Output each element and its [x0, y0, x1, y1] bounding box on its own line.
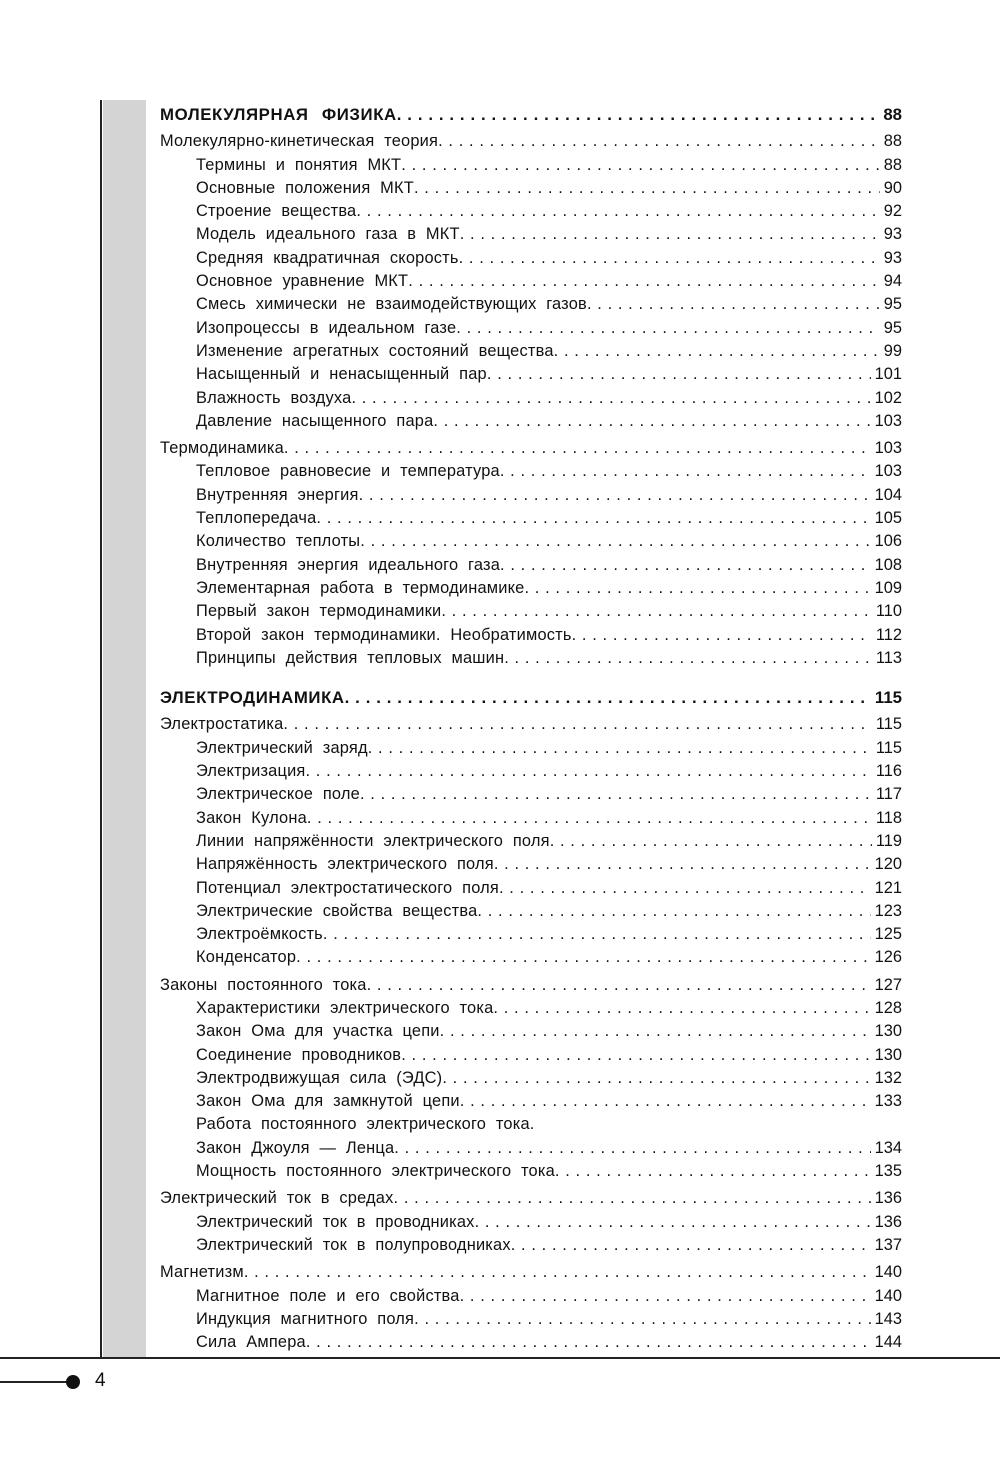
toc-entry[interactable] — [160, 270, 902, 293]
toc-entry-page: 140 — [874, 1286, 902, 1305]
dot-leader — [306, 1331, 871, 1354]
toc-entry[interactable] — [160, 1044, 902, 1067]
toc-entry-page: 130 — [874, 1022, 902, 1041]
toc-section-page: 103 — [874, 439, 902, 458]
toc-entry-page: 99 — [883, 341, 902, 360]
toc-entry-title: Электрический заряд — [196, 738, 368, 757]
toc-entry-title: Характеристики электрического тока — [196, 998, 494, 1017]
toc-entry-title: Тепловое равновесие и температура — [196, 462, 500, 481]
dot-leader — [244, 1261, 871, 1284]
toc-entry-title: Закон Джоуля — Ленца — [196, 1138, 395, 1157]
toc-part[interactable] — [160, 686, 902, 709]
dot-leader — [397, 103, 880, 126]
dot-leader — [460, 1285, 871, 1308]
dot-leader — [345, 686, 871, 709]
dot-leader — [401, 154, 879, 177]
toc-entry-title: Внутренняя энергия идеального газа — [196, 555, 501, 574]
table-of-contents — [160, 103, 902, 1354]
toc-entry-page: 133 — [874, 1092, 902, 1111]
dot-leader — [440, 1020, 871, 1043]
toc-section[interactable] — [160, 713, 902, 736]
toc-entry-page: 119 — [875, 831, 902, 850]
dot-leader — [414, 177, 880, 200]
toc-entry[interactable] — [160, 530, 902, 553]
dot-leader — [554, 340, 880, 363]
toc-entry-page: 128 — [874, 998, 902, 1017]
toc-section-title: Законы постоянного тока — [160, 975, 367, 994]
toc-section-title: Молекулярно-кинетическая теория — [160, 132, 439, 151]
toc-entry-title: Электризация — [196, 762, 306, 781]
toc-entry-page: 101 — [874, 365, 902, 384]
toc-entry-page: 137 — [874, 1235, 902, 1254]
toc-entry-page: 130 — [874, 1045, 902, 1064]
dot-leader — [408, 270, 880, 293]
margin-band — [103, 100, 146, 1358]
toc-entry[interactable] — [160, 760, 902, 783]
dot-leader — [494, 853, 871, 876]
dot-leader — [550, 830, 872, 853]
dot-leader — [367, 974, 871, 997]
toc-section-title: Магнетизм — [160, 1263, 244, 1282]
toc-entry-title: Закон Ома для участка цепи — [196, 1022, 440, 1041]
page-number: 4 — [95, 1370, 106, 1391]
margin-rule — [100, 100, 102, 1358]
toc-entry[interactable] — [160, 1211, 902, 1234]
toc-entry[interactable] — [160, 460, 902, 483]
toc-part[interactable] — [160, 103, 902, 126]
toc-entry-title: Конденсатор — [196, 948, 297, 967]
toc-entry[interactable] — [160, 177, 902, 200]
toc-entry-page: 94 — [883, 272, 902, 291]
footer-rule — [0, 1357, 1000, 1359]
dot-leader — [587, 293, 880, 316]
toc-entry-page: 102 — [874, 388, 902, 407]
toc-entry[interactable] — [160, 340, 902, 363]
toc-entry[interactable] — [160, 1137, 902, 1160]
toc-entry-title: Сила Ампера — [196, 1333, 306, 1352]
toc-entry-title: Первый закон термодинамики — [196, 602, 442, 621]
toc-entry[interactable] — [160, 223, 902, 246]
toc-entry-title: Средняя квадратичная скорость — [196, 248, 459, 267]
toc-section-page: 140 — [874, 1263, 902, 1282]
toc-entry[interactable] — [160, 1113, 902, 1136]
dot-leader — [307, 807, 872, 830]
toc-section-page: 88 — [883, 132, 902, 151]
dot-leader — [296, 946, 870, 969]
toc-entry[interactable] — [160, 647, 902, 670]
dot-leader — [316, 507, 870, 530]
dot-leader — [500, 554, 871, 577]
toc-entry[interactable] — [160, 783, 902, 806]
toc-entry[interactable] — [160, 1090, 902, 1113]
dot-leader — [401, 1044, 870, 1067]
toc-entry-title: Соединение проводников — [196, 1045, 402, 1064]
dot-leader — [433, 410, 870, 433]
toc-section[interactable] — [160, 1261, 902, 1284]
toc-entry-title: Электрическое поле — [196, 785, 360, 804]
toc-part-title: ЭЛЕКТРОДИНАМИКА — [160, 688, 345, 708]
toc-entry[interactable] — [160, 293, 902, 316]
dot-leader — [351, 387, 870, 410]
dot-leader — [438, 130, 880, 153]
toc-entry[interactable] — [160, 923, 902, 946]
dot-leader — [477, 900, 870, 923]
toc-entry-page: 143 — [874, 1309, 902, 1328]
dot-leader — [555, 1160, 871, 1183]
toc-entry-title: Теплопередача — [196, 509, 317, 528]
toc-entry[interactable] — [160, 1308, 902, 1331]
toc-entry-title: Насыщенный и ненасыщенный пар — [196, 365, 487, 384]
toc-entry-title: Влажность воздуха — [196, 388, 352, 407]
dot-leader — [356, 200, 879, 223]
toc-entry-page: 110 — [875, 602, 902, 621]
toc-entry-title: Закон Ома для замкнутой цепи — [196, 1092, 460, 1111]
toc-section-title: Электростатика — [160, 715, 284, 734]
dot-leader — [525, 577, 871, 600]
toc-entry-page: 106 — [874, 532, 902, 551]
toc-entry[interactable] — [160, 554, 902, 577]
toc-entry-page: 95 — [883, 318, 902, 337]
toc-entry-title: Работа постоянного электрического тока. — [196, 1115, 535, 1134]
toc-entry-title: Количество теплоты — [196, 532, 361, 551]
toc-entry-title: Термины и понятия МКТ — [196, 155, 402, 174]
toc-entry-page: 120 — [874, 855, 902, 874]
toc-entry[interactable] — [160, 946, 902, 969]
toc-entry[interactable] — [160, 387, 902, 410]
toc-entry-page: 92 — [883, 202, 902, 221]
dot-leader — [460, 1090, 871, 1113]
toc-entry-page: 144 — [874, 1333, 902, 1352]
toc-entry[interactable] — [160, 154, 902, 177]
dot-leader — [511, 1234, 871, 1257]
toc-section-page: 127 — [874, 975, 902, 994]
dot-leader — [572, 624, 872, 647]
toc-entry-title: Потенциал электростатического поля — [196, 878, 499, 897]
toc-entry[interactable] — [160, 317, 902, 340]
toc-entry-title: Второй закон термодинамики. Необратимость — [196, 625, 572, 644]
toc-entry-page: 90 — [883, 178, 902, 197]
toc-entry-page: 121 — [874, 878, 902, 897]
toc-entry-page: 113 — [875, 648, 902, 667]
dot-leader — [493, 997, 870, 1020]
toc-entry-page: 105 — [874, 509, 902, 528]
toc-entry-page: 93 — [883, 225, 902, 244]
toc-entry[interactable] — [160, 1285, 902, 1308]
toc-entry-title: Электроёмкость — [196, 925, 323, 944]
dot-leader — [460, 223, 880, 246]
toc-entry[interactable] — [160, 830, 902, 853]
toc-entry-title: Смесь химически не взаимодействующих газов — [196, 295, 587, 314]
spacer — [160, 670, 902, 686]
dot-leader — [359, 484, 871, 507]
dot-leader — [414, 1308, 871, 1331]
toc-entry[interactable] — [160, 577, 902, 600]
toc-entry-page: 132 — [874, 1068, 902, 1087]
toc-entry-page: 123 — [874, 901, 902, 920]
dot-leader — [475, 1211, 871, 1234]
toc-entry[interactable] — [160, 1020, 902, 1043]
dot-leader — [368, 737, 872, 760]
toc-section-page: 136 — [874, 1189, 902, 1208]
toc-entry-title: Элементарная работа в термодинамике — [196, 578, 525, 597]
dot-leader — [283, 713, 871, 736]
toc-entry[interactable] — [160, 200, 902, 223]
toc-entry[interactable] — [160, 1160, 902, 1183]
toc-entry[interactable] — [160, 247, 902, 270]
toc-entry-title: Линии напряжённости электрического поля — [196, 831, 550, 850]
toc-entry-title: Мощность постоянного электрического тока — [196, 1162, 555, 1181]
toc-entry-page: 93 — [883, 248, 902, 267]
dot-leader — [499, 877, 871, 900]
toc-entry[interactable] — [160, 737, 902, 760]
toc-entry[interactable] — [160, 507, 902, 530]
toc-entry-page: 104 — [874, 485, 902, 504]
toc-entry-page: 88 — [883, 155, 902, 174]
toc-entry-page: 126 — [874, 948, 902, 967]
dot-leader — [394, 1137, 870, 1160]
toc-section-title: Термодинамика — [160, 439, 284, 458]
toc-entry-title: Строение вещества — [196, 202, 357, 221]
dot-leader — [323, 923, 871, 946]
toc-entry-title: Напряжённость электрического поля — [196, 855, 494, 874]
dot-leader — [394, 1187, 871, 1210]
toc-entry-title: Электродвижущая сила (ЭДС) — [196, 1068, 443, 1087]
toc-section[interactable] — [160, 974, 902, 997]
toc-entry-title: Давление насыщенного пара — [196, 411, 434, 430]
toc-entry-page: 118 — [875, 808, 902, 827]
toc-part-title: МОЛЕКУЛЯРНАЯ ФИЗИКА — [160, 105, 397, 124]
toc-entry[interactable] — [160, 853, 902, 876]
dot-leader — [456, 317, 879, 340]
toc-entry[interactable] — [160, 1067, 902, 1090]
dot-leader — [306, 760, 872, 783]
toc-entry-title: Внутренняя энергия — [196, 485, 359, 504]
toc-entry-page: 109 — [874, 578, 902, 597]
dot-leader — [459, 247, 880, 270]
toc-entry-title: Основные положения МКТ — [196, 178, 414, 197]
dot-leader — [500, 460, 871, 483]
toc-entry[interactable] — [160, 1234, 902, 1257]
toc-entry[interactable] — [160, 410, 902, 433]
dot-leader — [442, 1067, 870, 1090]
page-marker-line — [0, 1381, 68, 1383]
toc-section[interactable] — [160, 130, 902, 153]
dot-leader — [284, 437, 871, 460]
toc-part-page: 115 — [874, 688, 902, 708]
toc-entry-page: 135 — [874, 1162, 902, 1181]
toc-entry-page: 108 — [874, 555, 902, 574]
toc-entry[interactable] — [160, 600, 902, 623]
toc-section-title: Электрический ток в средах — [160, 1189, 394, 1208]
toc-entry-title: Электрический ток в полупроводниках — [196, 1235, 511, 1254]
toc-entry-page: 103 — [874, 411, 902, 430]
toc-entry[interactable] — [160, 363, 902, 386]
toc-section[interactable] — [160, 437, 902, 460]
toc-entry-page: 95 — [883, 295, 902, 314]
dot-leader — [441, 600, 872, 623]
toc-entry[interactable] — [160, 624, 902, 647]
dot-leader — [487, 363, 871, 386]
toc-entry-title: Принципы действия тепловых машин — [196, 648, 505, 667]
toc-entry-page: 103 — [874, 462, 902, 481]
dot-leader — [360, 783, 872, 806]
toc-entry-title: Модель идеального газа в МКТ — [196, 225, 460, 244]
toc-entry-page: 116 — [875, 762, 902, 781]
toc-entry-title: Изменение агрегатных состояний вещества — [196, 341, 554, 360]
toc-entry-title: Закон Кулона — [196, 808, 307, 827]
toc-entry[interactable] — [160, 1331, 902, 1354]
toc-entry[interactable] — [160, 877, 902, 900]
toc-section-page: 115 — [875, 715, 902, 734]
toc-section[interactable] — [160, 1187, 902, 1210]
toc-entry-page: 117 — [875, 785, 902, 804]
dot-leader — [360, 530, 870, 553]
toc-entry-title: Индукция магнитного поля — [196, 1309, 415, 1328]
dot-leader — [504, 647, 872, 670]
toc-entry-title: Магнитное поле и его свойства — [196, 1286, 460, 1305]
toc-entry-page: 112 — [875, 625, 902, 644]
toc-entry[interactable] — [160, 900, 902, 923]
toc-entry-page: 125 — [874, 925, 902, 944]
toc-entry-page: 115 — [875, 738, 902, 757]
toc-entry-title: Изопроцессы в идеальном газе — [196, 318, 457, 337]
toc-entry-page: 134 — [874, 1138, 902, 1157]
toc-entry[interactable] — [160, 807, 902, 830]
toc-entry-title: Основное уравнение МКТ — [196, 272, 409, 291]
toc-entry[interactable] — [160, 484, 902, 507]
toc-entry-page: 136 — [874, 1212, 902, 1231]
toc-part-page: 88 — [883, 105, 902, 124]
toc-entry[interactable] — [160, 997, 902, 1020]
toc-entry-title: Электрический ток в проводниках — [196, 1212, 475, 1231]
toc-entry-title: Электрические свойства вещества — [196, 901, 478, 920]
page-marker-dot — [66, 1375, 80, 1389]
